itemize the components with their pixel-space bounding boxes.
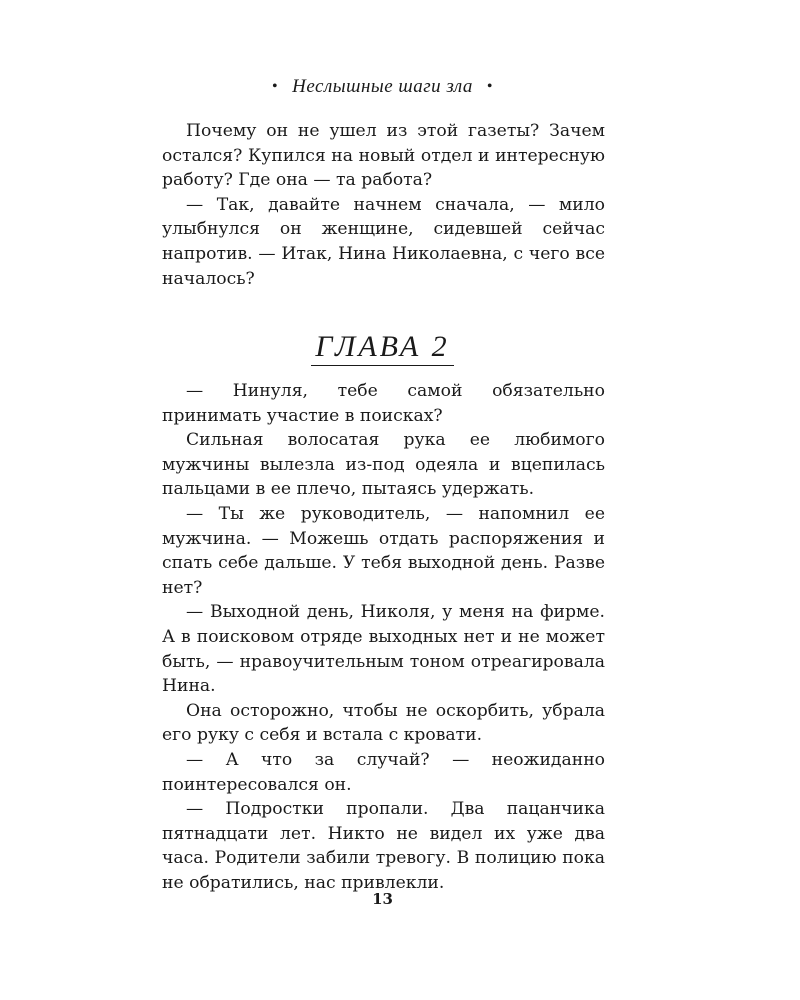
paragraph: — Ты же руководитель, — напомнил ее мужчина. — Можешь отдать распоряжения и спать себе дальше. У тебя выходной день. Разве нет? xyxy=(162,503,605,598)
paragraph: — Подростки пропали. Два пацанчика пятнадцати лет. Никто не видел их уже два часа. Родители забили тревогу. В полицию пока не обратились, нас привлекли. xyxy=(162,799,605,893)
chapter-title: ГЛАВА 2 xyxy=(311,330,453,366)
text-block-chapter xyxy=(162,379,605,895)
page-number: 13 xyxy=(372,890,393,908)
header-bullet-right: • xyxy=(486,78,493,95)
paragraph: — Нинуля, тебе самой обязательно принимать участие в поисках? xyxy=(162,381,605,426)
paragraph: — Выходной день, Николя, у меня на фирме. А в поисковом отряде выходных нет и не может быть, — нравоучительным тоном отреагировала Нина. xyxy=(162,602,605,697)
paragraph: Сильная волосатая рука ее любимого мужчины вылезла из-под одеяла и вцепилась пальцами в ее плечо, пытаясь удержать. xyxy=(162,430,605,500)
paragraph: — Так, давайте начнем сначала, — мило улыбнулся он женщине, сидевшей сейчас напротив. — Итак, Нина Николаевна, с чего все началось? xyxy=(162,194,605,289)
paragraph: Она осторожно, чтобы не оскорбить, убрала его руку с себя и встала с кровати. xyxy=(162,700,605,746)
text-block-intro xyxy=(162,119,605,291)
chapter-heading xyxy=(160,330,605,366)
paragraph: — А что за случай? — неожиданно поинтересовался он. xyxy=(162,749,605,795)
running-header xyxy=(160,76,605,98)
paragraph: Почему он не ушел из этой газеты? Зачем остался? Купился на новый отдел и интересную работу? Где она — та работа? xyxy=(162,121,605,191)
book-title: Неслышные шаги зла xyxy=(292,76,473,97)
header-bullet-left: • xyxy=(272,78,279,95)
